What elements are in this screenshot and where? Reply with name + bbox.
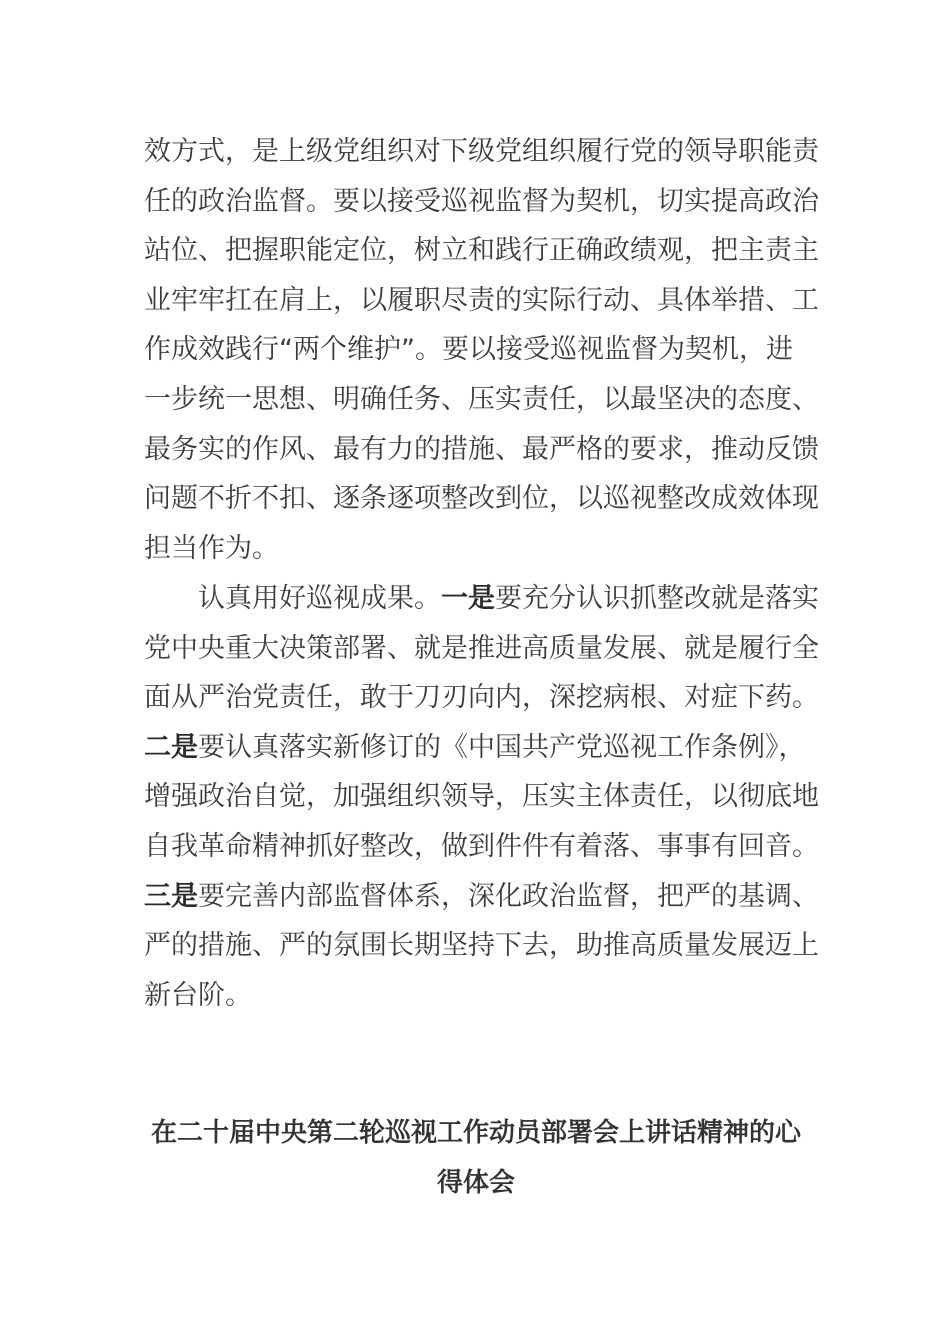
point-three-text: 要完善内部监督体系，深化政治监督，把严的基调、: [198, 880, 819, 912]
text-line: [144, 723, 808, 773]
heading-line: 得体会: [436, 1168, 515, 1198]
text-line: 业牢牢扛在肩上，以履职尽责的实际行动、具体举措、工: [144, 284, 819, 316]
point-two-text: 要认真落实新修订的《中国共产党巡视工作条例》，: [198, 731, 806, 763]
text-line: 面从严治党责任，敢于刀刃向内，深挖病根、对症下药。: [144, 682, 819, 714]
text-line: 最务实的作风、最有力的措施、最严格的要求，推动反馈: [144, 433, 819, 465]
text-line: 作成效践行“两个维护”。要以接受巡视监督为契机，进: [144, 334, 793, 366]
heading-line: 在二十届中央第二轮巡视工作动员部署会上讲话精神的心: [150, 1118, 801, 1148]
text-line: 党中央重大决策部署、就是推进高质量发展、就是履行全: [144, 632, 819, 664]
text-line: 自我革命精神抓好整改，做到件件有着落、事事有回音。: [144, 830, 819, 862]
point-three-label: 三是: [144, 880, 198, 912]
point-two-label: 二是: [144, 731, 198, 763]
text-line: 任的政治监督。要以接受巡视监督为契机，切实提高政治: [144, 185, 819, 217]
text-line: [144, 574, 819, 624]
section-heading: [144, 1108, 808, 1208]
text-line: 问题不折不扣、逐条逐项整改到位，以巡视整改成效体现: [144, 483, 819, 515]
paragraph-political-supervision: [144, 127, 819, 573]
text-line: 增强政治自觉，加强组织领导，压实主体责任，以彻底地: [144, 781, 819, 813]
point-one-label: 一是: [441, 583, 495, 614]
paragraph-lead: 认真用好巡视成果。: [198, 583, 441, 614]
text-line: 效方式，是上级党组织对下级党组织履行党的领导职能责: [144, 136, 819, 167]
paragraph-use-inspection-results: [144, 574, 819, 1020]
text-line: 一步统一思想、明确任务、压实责任，以最坚决的态度、: [144, 383, 819, 415]
text-line: 新台阶。: [144, 979, 252, 1011]
text-line: 担当作为。: [144, 532, 279, 564]
point-one-text: 要充分认识抓整改就是落实: [495, 583, 819, 614]
text-line: [144, 872, 819, 922]
text-line: 站位、把握职能定位，树立和践行正确政绩观，把主责主: [144, 235, 819, 267]
text-line: 严的措施、严的氛围长期坚持下去，助推高质量发展迈上: [144, 930, 819, 962]
